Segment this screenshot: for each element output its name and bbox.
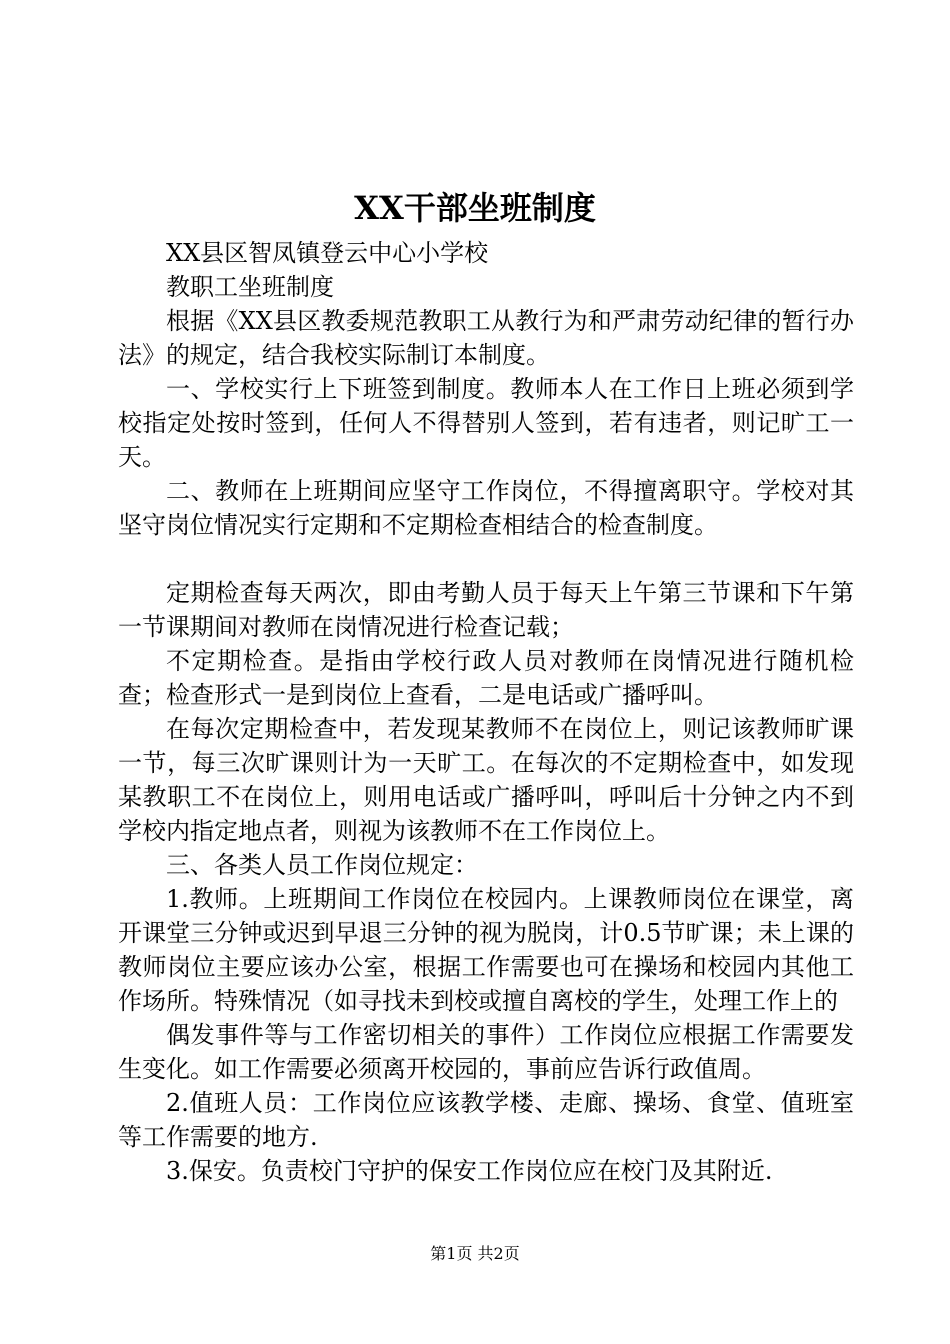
document-title: XX干部坐班制度: [354, 189, 596, 227]
paragraph-teacher: 1.教师。上班期间工作岗位在校园内。上课教师岗位在课堂，离开课堂三分钟或迟到早退三分钟的视为脱岗，计0.5节旷课；未上课的教师岗位主要应该办公室，根据工作需要也可在操场和校园内其他工作场所。特殊情况（如寻找未到校或擅自离校的学生，处理工作上的: [118, 885, 854, 1015]
paragraph-teacher-cont: 偶发事件等与工作密切相关的事件）工作岗位应根据工作需要发生变化。如工作需要必须离开校园的，事前应告诉行政值周。: [118, 1021, 854, 1083]
paragraph-subtitle: 教职工坐班制度: [166, 273, 334, 301]
blank-line: [118, 542, 854, 576]
paragraph-random-check: 不定期检查。是指由学校行政人员对教师在岗情况进行随机检查；检查形式一是到岗位上查看，二是电话或广播呼叫。: [118, 647, 854, 709]
paragraph-penalty: 在每次定期检查中，若发现某教师不在岗位上，则记该教师旷课一节，每三次旷课则计为一天旷工。在每次的不定期检查中，如发现某教职工不在岗位上，则用电话或广播呼叫，呼叫后十分钟之内不到学校内指定地点者，则视为该教师不在工作岗位上。: [118, 715, 854, 845]
paragraph-regular-check: 定期检查每天两次，即由考勤人员于每天上午第三节课和下午第一节课期间对教师在岗情况进行检查记载；: [118, 579, 854, 641]
paragraph-rule-2: 二、教师在上班期间应坚守工作岗位，不得擅离职守。学校对其坚守岗位情况实行定期和不定期检查相结合的检查制度。: [118, 477, 854, 539]
paragraph-rule-3: 三、各类人员工作岗位规定：: [166, 851, 478, 879]
paragraph-intro: 根据《XX县区教委规范教职工从教行为和严肃劳动纪律的暂行办法》的规定，结合我校实际制订本制度。: [118, 307, 854, 369]
paragraph-security: 3.保安。负责校门守护的保安工作岗位应在校门及其附近.: [166, 1157, 773, 1185]
paragraph-duty-staff: 2.值班人员：工作岗位应该教学楼、走廊、操场、食堂、值班室等工作需要的地方.: [118, 1089, 854, 1151]
paragraph-school-name: XX县区智凤镇登云中心小学校: [166, 239, 489, 267]
paragraph-rule-1: 一、学校实行上下班签到制度。教师本人在工作日上班必须到学校指定处按时签到，任何人不得替别人签到，若有违者，则记旷工一天。: [118, 375, 854, 471]
page-footer: 第1页 共2页: [430, 1244, 520, 1263]
document-body: [118, 236, 854, 1188]
